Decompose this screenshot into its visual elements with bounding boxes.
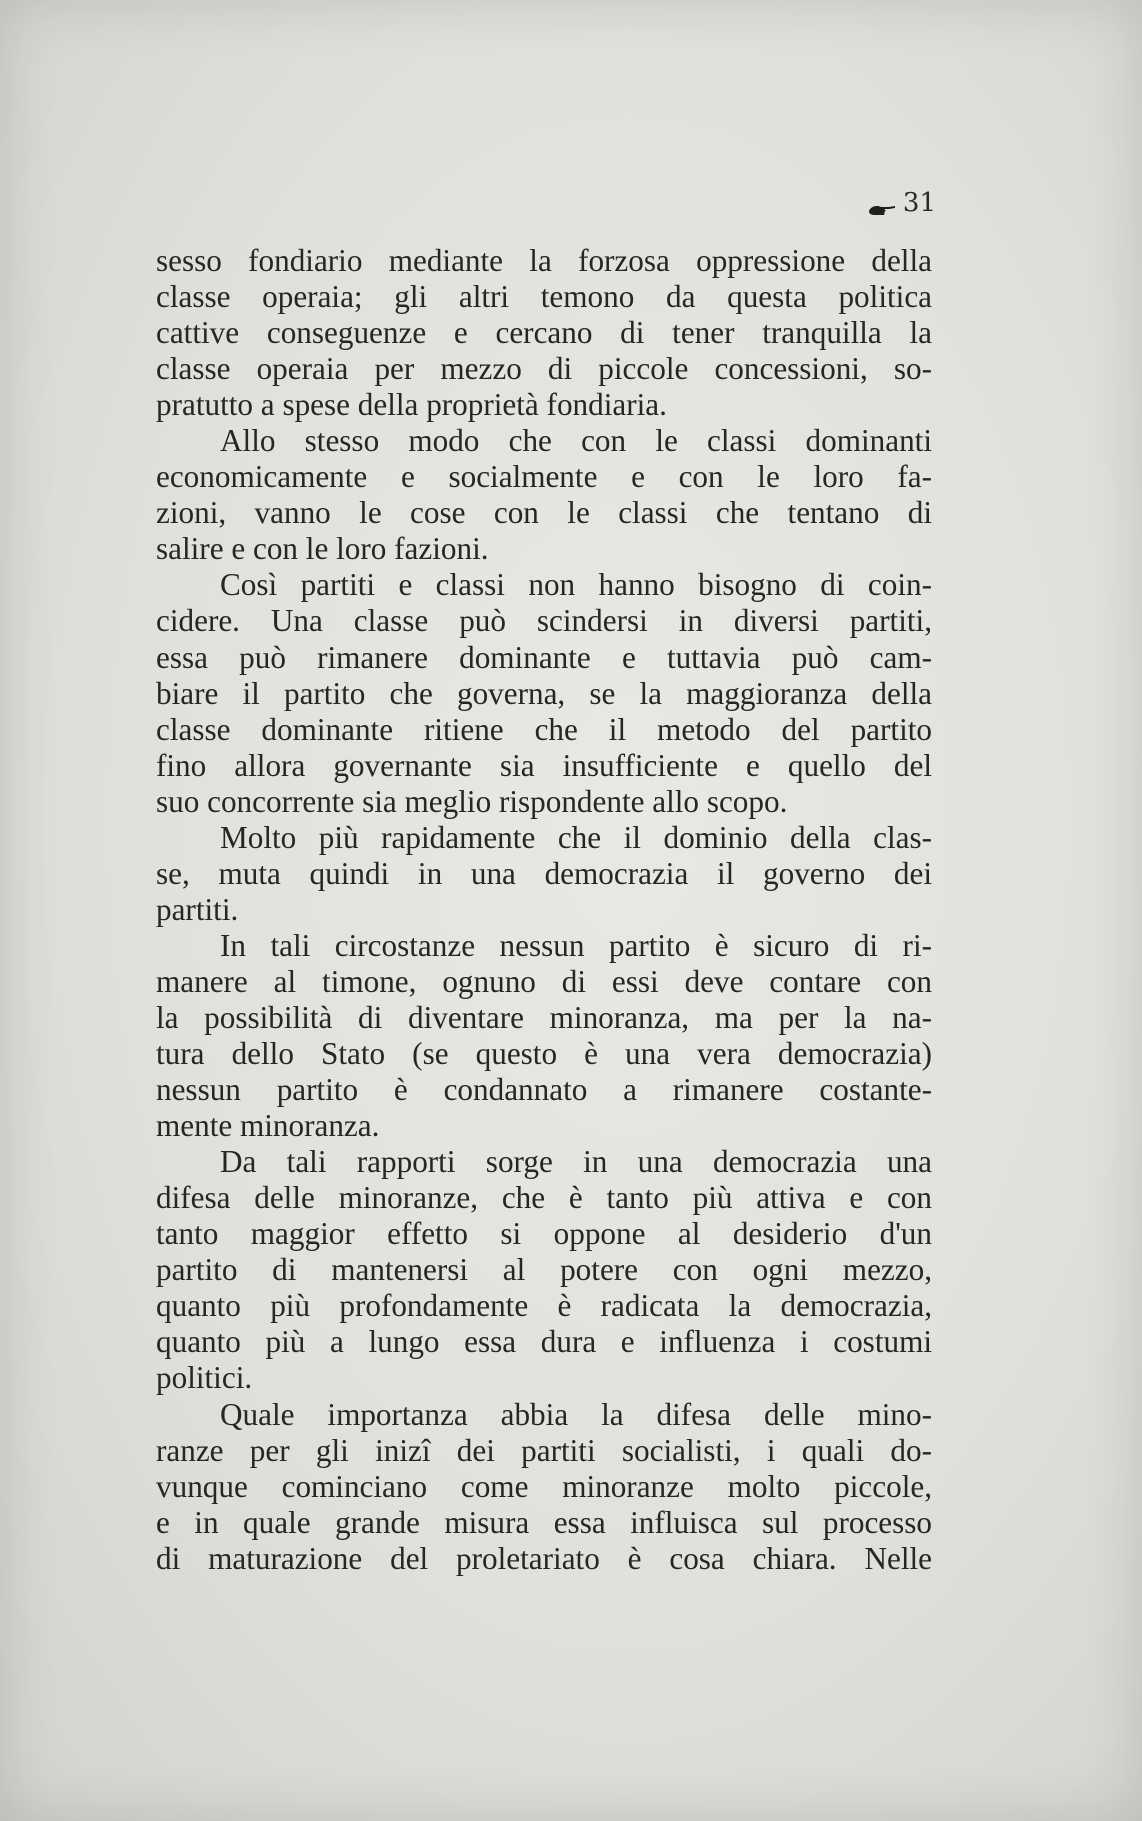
pointing-hand-icon bbox=[867, 195, 897, 211]
text-line: In tali circostanze nessun partito è sicuro di ri- bbox=[220, 927, 932, 963]
text-line: la possibilità di diventare minoranza, ma per la na- bbox=[156, 999, 932, 1035]
text-line: essa può rimanere dominante e tuttavia può cam- bbox=[156, 639, 932, 675]
text-line: partito di mantenersi al potere con ogni mezzo, bbox=[156, 1252, 932, 1288]
text-line: pratutto a spese della proprietà fondiaria. bbox=[156, 387, 667, 423]
text-line: economicamente e socialmente e con le loro fa- bbox=[156, 459, 932, 495]
text-line: Allo stesso modo che con le classi dominanti bbox=[220, 423, 932, 459]
page-header bbox=[867, 188, 936, 218]
page-number: 31 bbox=[902, 188, 936, 218]
text-line: Molto più rapidamente che il dominio della clas- bbox=[220, 819, 932, 855]
text-line: difesa delle minoranze, che è tanto più attiva e con bbox=[156, 1180, 932, 1216]
text-line: Da tali rapporti sorge in una democrazia una bbox=[220, 1144, 932, 1180]
text-line: partiti. bbox=[156, 891, 239, 927]
text-line: manere al timone, ognuno di essi deve contare con bbox=[156, 963, 932, 999]
text-line: mente minoranza. bbox=[156, 1108, 380, 1144]
text-line: suo concorrente sia meglio rispondente allo scopo. bbox=[156, 783, 788, 819]
text-line: classe dominante ritiene che il metodo del partito bbox=[156, 711, 932, 747]
text-line: ranze per gli inizî dei partiti socialisti, i quali do- bbox=[156, 1432, 932, 1468]
text-line: se, muta quindi in una democrazia il governo dei bbox=[156, 855, 932, 891]
body-text bbox=[156, 243, 932, 1577]
text-line: classe operaia per mezzo di piccole concessioni, so- bbox=[156, 351, 932, 387]
text-line: sesso fondiario mediante la forzosa oppressione della bbox=[156, 243, 932, 278]
text-line: quanto più profondamente è radicata la democrazia, bbox=[156, 1288, 932, 1324]
text-line: zioni, vanno le cose con le classi che tentano di bbox=[156, 495, 932, 531]
text-line: biare il partito che governa, se la maggioranza della bbox=[156, 675, 932, 711]
text-line: nessun partito è condannato a rimanere costante- bbox=[156, 1072, 932, 1108]
text-line: classe operaia; gli altri temono da questa politica bbox=[156, 279, 932, 315]
text-line: e in quale grande misura essa influisca sul processo bbox=[156, 1504, 932, 1540]
text-line: politici. bbox=[156, 1360, 253, 1396]
text-line: salire e con le loro fazioni. bbox=[156, 531, 489, 567]
text-line: fino allora governante sia insufficiente e quello del bbox=[156, 747, 932, 783]
text-line: tura dello Stato (se questo è una vera democrazia) bbox=[156, 1036, 932, 1072]
text-line: Così partiti e classi non hanno bisogno di coin- bbox=[220, 567, 932, 603]
text-line: quanto più a lungo essa dura e influenza i costumi bbox=[156, 1324, 932, 1360]
text-line: di maturazione del proletariato è cosa chiara. Nelle bbox=[156, 1540, 932, 1576]
text-line: vunque cominciano come minoranze molto piccole, bbox=[156, 1468, 932, 1504]
text-line: cidere. Una classe può scindersi in diversi partiti, bbox=[156, 603, 932, 639]
text-line: tanto maggior effetto si oppone al desiderio d'un bbox=[156, 1216, 932, 1252]
text-line: Quale importanza abbia la difesa delle mino- bbox=[220, 1396, 932, 1432]
text-line: cattive conseguenze e cercano di tener tranquilla la bbox=[156, 315, 932, 351]
